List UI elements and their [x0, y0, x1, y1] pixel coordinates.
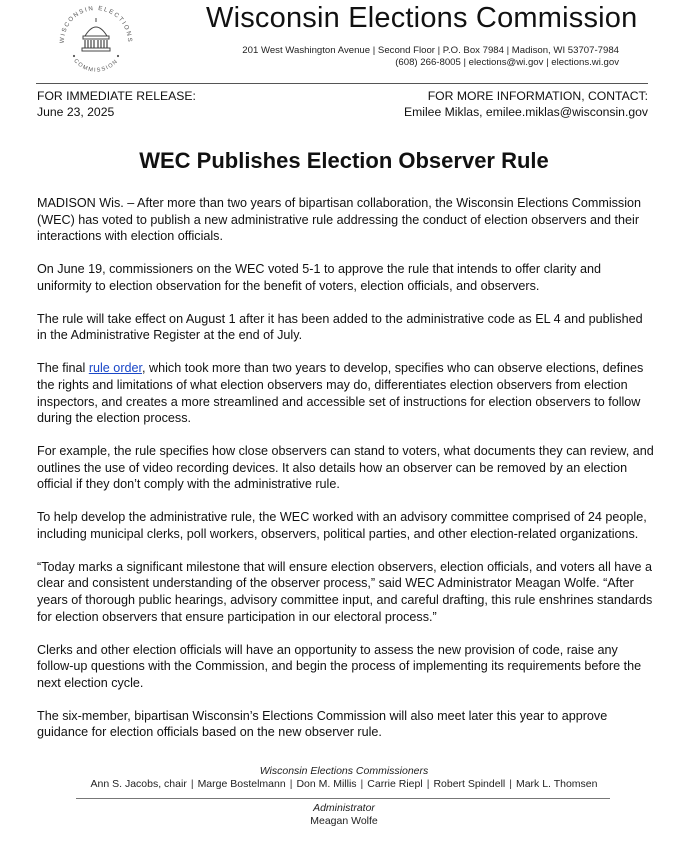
paragraph-4: [37, 360, 655, 426]
wec-seal-logo: [56, 4, 136, 76]
commissioner-name: Mark L. Thomsen: [515, 778, 598, 790]
contact-person: Emilee Miklas, emilee.miklas@wisconsin.gov: [403, 105, 648, 119]
paragraph-5: For example, the rule specifies how close observers can stand to voters, what documents they can review, and outlines the use of video recording devices. It also details how an observer can be removed by an election official if they don’t comply with the administrative rule.: [37, 444, 654, 492]
commissioners-title: Wisconsin Elections Commissioners: [259, 765, 429, 777]
headline: WEC Publishes Election Observer Rule: [139, 148, 549, 173]
commissioner-name: Marge Bostelmann: [197, 778, 286, 790]
paragraph-4-rest: , which took more than two years to develop, specifies who can observe elections, defines the rights and limitations of what election observers may do, differentiates election observers from election inspectors, and creates a more streamlined and accessible set of instructions for election observers to follow during the election process.: [37, 361, 644, 426]
paragraph-1: MADISON Wis. – After more than two years of bipartisan collaboration, the Wisconsin Elections Commission (WEC) has voted to publish a new administrative rule addressing the conduct of election observers and their interactions with election officials.: [37, 196, 642, 244]
contact-info: [404, 88, 648, 120]
paragraph-8: Clerks and other election officials will have an opportunity to assess the new provision of code, raise any follow-up questions with the Commission, and begin the process of implementing its requirements before the next election cycle.: [37, 642, 642, 690]
paragraph-4-intro: The final: [37, 361, 89, 376]
paragraph-6: To help develop the administrative rule, the WEC worked with an advisory committee comprised of 24 people, including municipal clerks, poll workers, observers, political parties, and other election-related organizations.: [37, 510, 647, 541]
release-info: [37, 88, 196, 120]
paragraph-3: The rule will take effect on August 1 after it has been added to the administrative code as EL 4 and published in the Administrative Register at the end of July.: [37, 311, 643, 343]
separator: |: [190, 778, 194, 790]
seal-top-text: WISCONSIN ELECTIONS: [58, 4, 134, 44]
commissioner-name: Don M. Millis: [296, 778, 357, 790]
release-label: FOR IMMEDIATE RELEASE:: [37, 89, 196, 103]
paragraph-9: The six-member, bipartisan Wisconsin’s Elections Commission will also meet later this year to approve guidance for election officials based on the new observer rule.: [37, 708, 608, 740]
contact-line: (608) 266-8005 | elections@wi.gov | elections.wi.gov: [395, 57, 619, 68]
separator: |: [426, 778, 430, 790]
article-body: [37, 195, 655, 757]
commissioners-list: [0, 778, 688, 790]
separator: |: [360, 778, 364, 790]
commissioner-name: Carrie Riepl: [367, 778, 423, 790]
footer-divider: [76, 798, 610, 799]
separator: |: [289, 778, 293, 790]
address-line: 201 West Washington Avenue | Second Floor | P.O. Box 7984 | Madison, WI 53707-7984: [242, 45, 619, 56]
paragraph-7: “Today marks a significant milestone that will ensure election observers, election officials, and voters all have a clear and consistent understanding of the observer process,” said WEC Administrator Meagan Wolfe. “After years of thorough public hearings, advisory committee input, and careful drafting, this rule enshrines standards for election observers that ensure participation in our electoral process.”: [37, 559, 653, 624]
commissioner-name: Ann S. Jacobs, chair: [90, 778, 187, 790]
svg-text:WISCONSIN ELECTIONS: [59, 5, 133, 44]
rule-order-link[interactable]: rule order: [88, 361, 143, 376]
seal-bottom-text: COMMISSION: [72, 58, 120, 74]
svg-text:COMMISSION: [72, 58, 119, 74]
contact-label: FOR MORE INFORMATION, CONTACT:: [427, 89, 648, 103]
header-divider: [36, 83, 648, 84]
release-date: June 23, 2025: [37, 105, 115, 119]
separator: |: [509, 778, 512, 790]
administrator-title: Administrator: [313, 802, 375, 814]
administrator-name: Meagan Wolfe: [310, 815, 378, 827]
organization-name: Wisconsin Elections Commission: [206, 2, 638, 34]
commissioner-name: Robert Spindell: [433, 778, 506, 790]
paragraph-2: On June 19, commissioners on the WEC voted 5-1 to approve the rule that intends to offer clarity and uniformity to election observation for the benefit of voters, election officials, and observers.: [37, 262, 601, 293]
